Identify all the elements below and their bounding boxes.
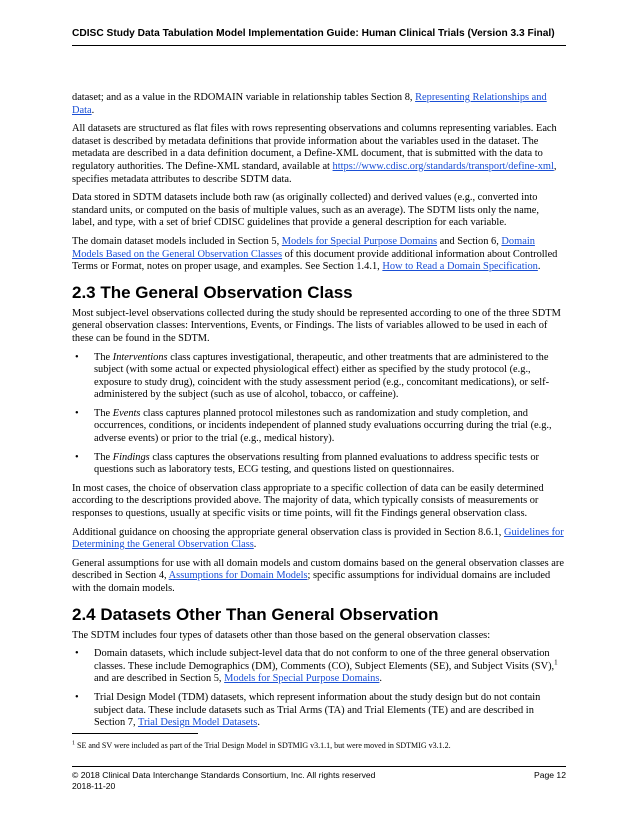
paragraph: General assumptions for use with all domain models and custom domains based on the general observation classes are described in Section 4, Assumptions for Domain Models; specific assumptions for individual domains are included with the domain models.	[72, 557, 564, 594]
link-special-purpose-domains[interactable]: Models for Special Purpose Domains	[281, 235, 438, 247]
page-footer	[72, 770, 566, 792]
bullet-list	[72, 648, 564, 730]
list-item: • Trial Design Model (TDM) datasets, which represent information about the study design but do not contain subject data. These include datasets such as Trial Arms (TA) and Trial Elements (TE) and are described in Section 7, Trial Design Model Datasets.	[75, 691, 541, 729]
list-item: • Domain datasets, which include subject-level data that do not conform to one of the three general observation classes. These include Demographics (DM), Comments (CO), Subject Elements (SE), and Subject Visits (SV),$^1$ and are described in Section 5, Models for Special Purpose Domains.	[75, 648, 558, 685]
paragraph: Additional guidance on choosing the appropriate general observation class is provided in Section 8.6.1, Guidelines for Determining the General Observation Class.	[72, 526, 564, 551]
link-assumptions-domain-models[interactable]: Assumptions for Domain Models	[168, 570, 308, 582]
link-special-purpose-domains-2[interactable]: Models for Special Purpose Domains	[224, 673, 380, 685]
footer-date: 2018-11-20	[72, 781, 116, 791]
link-representing-relationships[interactable]: Representing Relationships and Data	[72, 92, 547, 116]
bullet-icon: •	[75, 351, 79, 363]
list-item: • The Findings class captures the observations resulting from planned evaluations to address specific tests or questions such as laboratory tests, ECG testing, and questions listed on questionnaires.	[75, 451, 539, 476]
link-define-xml[interactable]: https://www.cdisc.org/standards/transport/define-xml	[332, 160, 554, 172]
footnote: $^1$ SE and SV were included as part of the Trial Design Model in SDTMIG v3.1.1, but were moved in SDTMIG v3.1.2.	[72, 740, 451, 750]
paragraph: Data stored in SDTM datasets include both raw (as originally collected) and derived values (e.g., converted into standard units, or computed on the basis of multiple values, such as an average). The SDTM lists only the name, label, and type, with a set of brief CDISC guidelines that provide a general description for each variable.	[72, 192, 539, 229]
footer-copyright: © 2018 Clinical Data Interchange Standards Consortium, Inc. All rights reserved	[72, 770, 376, 780]
link-how-to-read-domain-spec[interactable]: How to Read a Domain Specification	[382, 261, 538, 273]
list-item: • The Interventions class captures investigational, therapeutic, and other treatments that are administered to the subject (with some actual or expected physiological effect) either as specified by the study protocol (e.g., exposure to study drug), coincident with the study assessment period (e.g., concomitant medications), or self-administered by the subject (such as use of alcohol, tobacco, or caffeine).	[75, 351, 550, 401]
link-domain-models-general-classes[interactable]: Domain Models Based on the General Observation Classes	[72, 235, 535, 260]
header-rule	[72, 45, 566, 46]
bullet-icon: •	[75, 451, 79, 463]
link-trial-design-datasets[interactable]: Trial Design Model Datasets	[137, 717, 258, 729]
running-header: CDISC Study Data Tabulation Model Implementation Guide: Human Clinical Trials (Version 3.3 Final)	[72, 28, 555, 39]
section-heading-2-3: 2.3 The General Observation Class	[72, 282, 353, 302]
bullet-icon: •	[75, 648, 79, 660]
footnote-ref-1[interactable]: 1	[554, 658, 558, 667]
document-body	[72, 92, 564, 736]
paragraph: All datasets are structured as flat files with rows representing observations and columns representing variables. Each dataset is described by metadata definitions that provide information about the variables used in the dataset. The metadata are described in a data definition document, a Define-XML document, that is submitted with the data to regulatory authorities. The Define-XML standard, available at https://www.cdisc.org/standards/transport/define-xml, specifies metadata attributes to describe SDTM data.	[72, 123, 557, 185]
paragraph: The SDTM includes four types of datasets other than those based on the general observation classes:	[72, 629, 491, 641]
footnote-marker: 1	[72, 740, 75, 747]
section-heading-2-4: 2.4 Datasets Other Than General Observation	[72, 604, 439, 624]
list-item: • The Events class captures planned protocol milestones such as randomization and study completion, and occurrences, conditions, or incidents independent of planned study evaluations occurring during the trial (e.g., adverse events) or prior to the trial (e.g., medical history).	[75, 407, 552, 445]
paragraph: The domain dataset models included in Section 5, Models for Special Purpose Domains and Section 6, Domain Models Based on the General Observation Classes of this document provide additional information about Controlled Terms or Format, notes on proper usage, and examples. See Section 1.4.1, How to Read a Domain Specification.	[72, 235, 558, 273]
page-number: Page 12	[533, 770, 566, 780]
footnote-rule	[72, 733, 198, 734]
bullet-icon: •	[75, 407, 79, 419]
link-guidelines-observation-class[interactable]: Guidelines for Determining the General Observation Class	[72, 526, 564, 551]
bullet-list	[72, 352, 564, 477]
paragraph: In most cases, the choice of observation class appropriate to a specific collection of data can be easily determined according to the descriptions provided above. The majority of data, which typically consists of measurements or responses to questions, usually at specific visits or time points, will fit the Findings general observation class.	[72, 482, 544, 520]
paragraph: dataset; and as a value in the RDOMAIN variable in relationship tables Section 8, Representing Relationships and Data.	[72, 92, 547, 116]
footer-rule	[72, 766, 566, 767]
paragraph: Most subject-level observations collected during the study should be represented according to one of the three SDTM general observation classes: Interventions, Events, or Findings. The lists of variables allowed to be used in each of these can be found in the SDTM.	[72, 307, 561, 344]
bullet-icon: •	[75, 691, 79, 703]
